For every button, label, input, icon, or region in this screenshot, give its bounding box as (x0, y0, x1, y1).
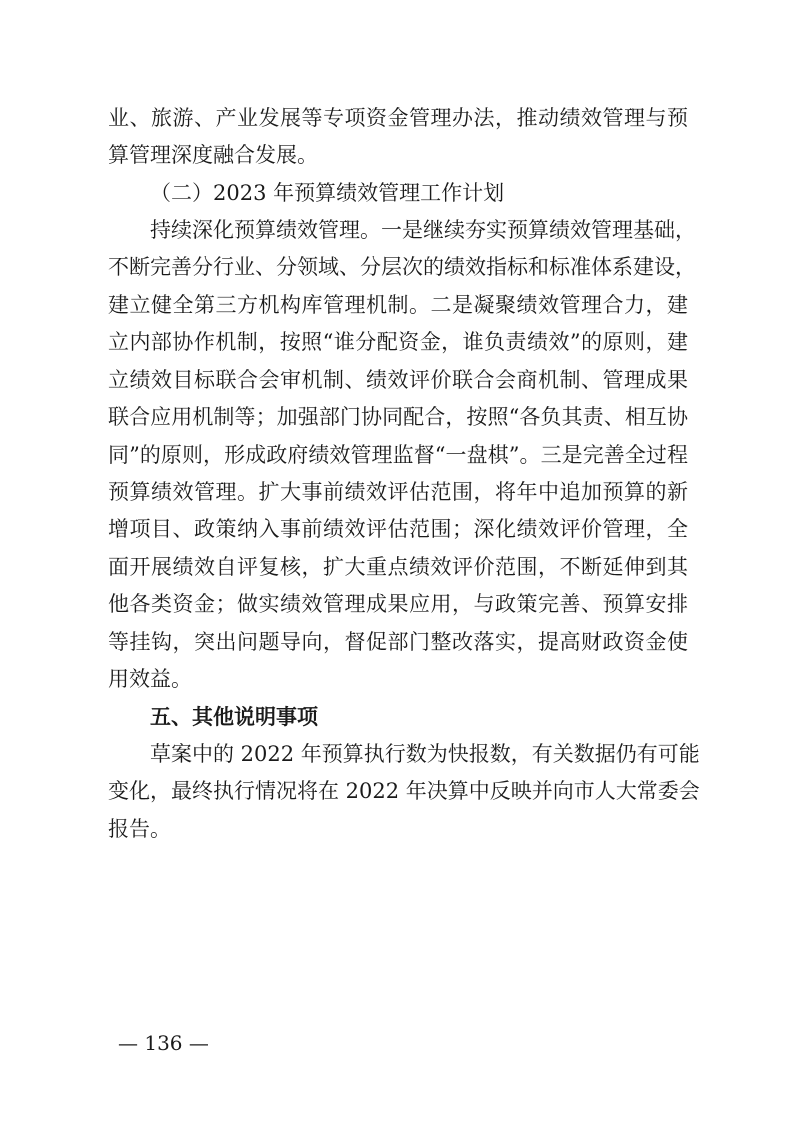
body-line: 用效益。 (108, 667, 192, 691)
body-line: 立内部协作机制，按照“谁分配资金，谁负责绩效”的原则，建 (108, 330, 688, 354)
body-line: 业、旅游、产业发展等专项资金管理办法，推动绩效管理与预 (108, 106, 688, 130)
body-line: 算管理深度融合发展。 (108, 143, 318, 167)
body-line: 面开展绩效自评复核，扩大重点绩效评价范围，不断延伸到其 (108, 555, 688, 579)
body-line: 他各类资金；做实绩效管理成果应用，与政策完善、预算安排 (108, 592, 688, 616)
body-line: 联合应用机制等；加强部门协同配合，按照“各负其责、相互协 (108, 405, 688, 429)
body-line: 报告。 (108, 817, 171, 841)
body-line: 建立健全第三方机构库管理机制。二是凝聚绩效管理合力，建 (108, 293, 688, 317)
subsection-heading: （二）2023 年预算绩效管理工作计划 (150, 181, 505, 205)
body-line: 草案中的 2022 年预算执行数为快报数，有关数据仍有可能 (150, 742, 700, 766)
section-heading: 五、其他说明事项 (150, 705, 318, 729)
body-line: 不断完善分行业、分领域、分层次的绩效指标和标准体系建设， (108, 255, 696, 279)
body-line: 等挂钩，突出问题导向，督促部门整改落实，提高财政资金使 (108, 630, 688, 654)
body-line: 立绩效目标联合会审机制、绩效评价联合会商机制、管理成果 (108, 368, 688, 392)
body-line: 增项目、政策纳入事前绩效评估范围；深化绩效评价管理，全 (108, 517, 688, 541)
page-number: — 136 — (118, 1031, 209, 1055)
body-line: 同”的原则，形成政府绩效管理监督“一盘棋”。三是完善全过程 (108, 443, 688, 467)
body-line: 变化，最终执行情况将在 2022 年决算中反映并向市人大常委会 (108, 779, 700, 803)
body-line: 预算绩效管理。扩大事前绩效评估范围，将年中追加预算的新 (108, 480, 688, 504)
body-line: 持续深化预算绩效管理。一是继续夯实预算绩效管理基础， (150, 218, 696, 242)
